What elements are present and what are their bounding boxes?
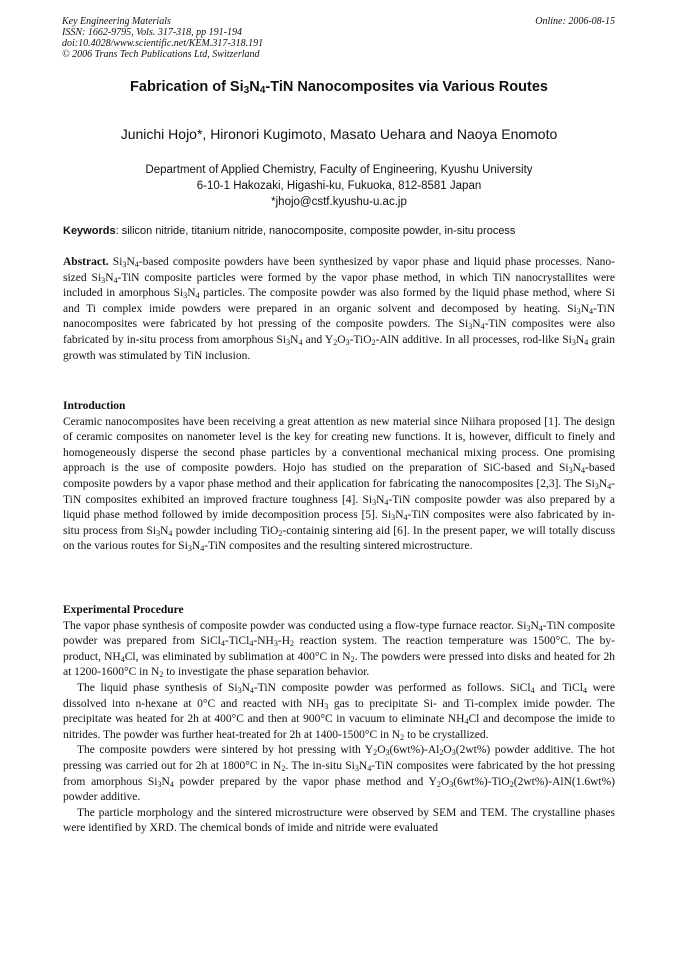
author-list: Junichi Hojo*, Hironori Kugimoto, Masato Uehara and Naoya Enomoto — [120, 126, 558, 142]
introduction-heading: Introduction — [63, 400, 126, 412]
experimental-paragraph-1: The vapor phase synthesis of composite powder was conducted using a flow-type furnace reactor. $Si_3N_4$-TiN composite powder was prepared from $SiCl_4-TiCl_4-NH_3-H_2$ reaction system. The reaction temperature was 1500°C. The by-product, $NH_4Cl$, was eliminated by sublimation at 400°C in $N_2$. The powders were pressed into disks and heated for 2h at 1200-1600°C in $N_2$ to investigate the phase separation behavior. — [63, 619, 616, 680]
experimental-section — [63, 603, 615, 837]
affiliation — [0, 162, 678, 210]
affiliation-department: Department of Applied Chemistry, Faculty of Engineering, Kyushu University — [145, 164, 533, 176]
journal-header — [62, 16, 263, 60]
copyright-line: © 2006 Trans Tech Publications Ltd, Switzerland — [62, 49, 260, 60]
paper-title: Fabrication of $Si_3N_4$-TiN Nanocomposites via Various Routes — [130, 79, 548, 96]
experimental-paragraph-4: The particle morphology and the sintered microstructure were observed by SEM and TEM. The crystalline phases were identified by XRD. The chemical bonds of imide and nitride were evaluated — [63, 806, 615, 835]
experimental-heading: Experimental Procedure — [63, 604, 184, 616]
abstract-section — [63, 255, 615, 364]
journal-name: Key Engineering Materials — [62, 16, 171, 27]
online-date: Online: 2006-08-15 — [535, 16, 615, 27]
affiliation-email[interactable]: *jhojo@cstf.kyushu-u.ac.jp — [271, 196, 407, 208]
introduction-section — [63, 399, 615, 555]
doi-line[interactable]: doi:10.4028/www.scientific.net/KEM.317-318.191 — [62, 38, 264, 49]
issn-line: ISSN: 1662-9795, Vols. 317-318, pp 191-194 — [62, 27, 242, 38]
keywords-label: Keywords — [63, 225, 116, 237]
abstract-label: Abstract. — [63, 256, 109, 268]
experimental-paragraph-3: The composite powders were sintered by hot pressing with $Y_2O_3(6wt\%)-Al_2O_3(2wt\%)$ powder additive. The hot pressing was carried out for 2h at 1800°C in $N_2$. The in-situ $Si_3N_4$-TiN composites were fabricated by the hot pressing from amorphous $Si_3N_4$ powder prepared by the vapor phase method and $Y_2O_3(6wt\%)-TiO_2(2wt\%)-AlN(1.6wt\%)$ powder additive. — [63, 744, 615, 804]
introduction-paragraph: Ceramic nanocomposites have been receiving a great attention as new material since Niihara proposed [1]. The design of ceramic composites on nanometer level is the key for creating new functions. It is, however, difficult to finely and homogeneously disperse the second phase particles by a conventional mechanical mixing process. One promising approach is the use of composite powders. Hojo has studied on the preparation of SiC-based and $Si_3N_4$-based composite powders by a vapor phase method and their application for fabricating the nanocomposites [2,3]. The $Si_3N_4$-TiN composites exhibited an improved fracture toughness [4]. $Si_3N_4$-TiN composite powder was also prepared by a liquid phase method followed by imide decomposition process [5]. $Si_3N_4$-TiN composites were also fabricated by in-situ process from $Si_3N_4$ powder including TiO$_2$-containig sintering aid [6]. In the present paper, we will totally discuss on the various routes for $Si_3N_4$-TiN composites and the resulting sintered microstructure. — [63, 415, 616, 554]
affiliation-address: 6-10-1 Hakozaki, Higashi-ku, Fukuoka, 812-8581 Japan — [196, 180, 482, 192]
keywords-text: : silicon nitride, titanium nitride, nanocomposite, composite powder, in-situ process — [115, 225, 516, 237]
keywords-line — [63, 225, 615, 237]
abstract-text: $Si_3N_4$-based composite powders have been synthesized by vapor phase and liquid phase processes. Nano-sized $Si_3N_4$-TiN composite particles were formed by the vapor phase method, in which TiN nanocrystallites were included in amorphous $Si_3N_4$ particles. The composite powder was also formed by the liquid phase method, where Si and Ti complex imide powders were prepared in an organic solvent and decomposed by heating. $Si_3N_4$-TiN nanocomposites were fabricated by hot pressing of the composite powders. The $Si_3N_4$-TiN composites were also fabricated by in-situ process from amorphous $Si_3N_4$ and $Y_2O_3-TiO_2$-AlN additive. In all processes, rod-like $Si_3N_4$ grain growth was stimulated by TiN inclusion. — [63, 256, 616, 362]
experimental-paragraph-2: The liquid phase synthesis of $Si_3N_4$-TiN composite powder was performed as follows. SiCl$_4$ and TiCl$_4$ were dissolved into n-hexane at 0°C and reacted with $NH_3$ gas to precipitate Si- and Ti-complex imide powder. The precipitate was heated for 2h at 400°C and then at 900°C in vacuum to eliminate $NH_4Cl$ and decompose the imide to nitrides. The powder was further heat-treated for 2h at 1400-1500°C in $N_2$ to be crystallized. — [63, 681, 616, 742]
